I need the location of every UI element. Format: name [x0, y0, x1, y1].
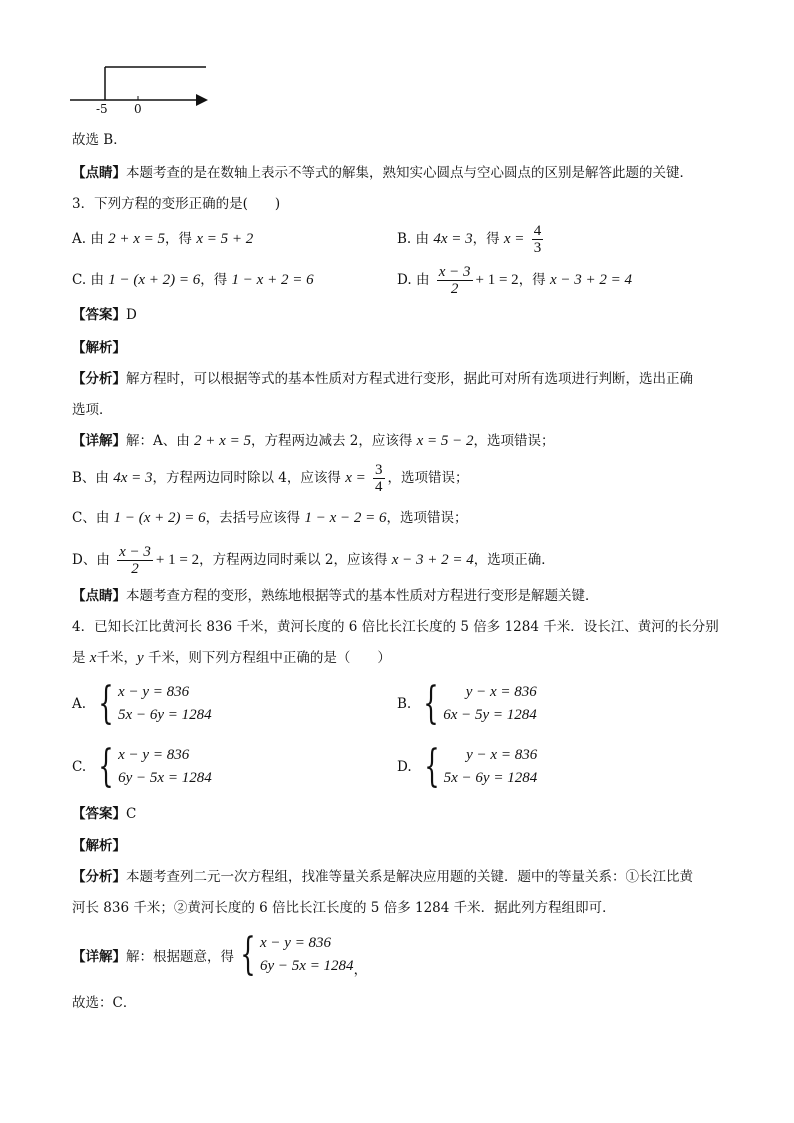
detail-text: C、由 — [72, 510, 110, 526]
equation: x = 5 − 2 — [416, 433, 474, 449]
detail-3-a — [72, 431, 555, 451]
detail-text: ，选项错误； — [387, 470, 469, 486]
line-choose-b: 故选 B． — [72, 132, 127, 148]
equation: y − x = 836 — [465, 684, 537, 700]
numerator: x − 3 — [438, 264, 471, 280]
q3-option-d — [397, 258, 632, 302]
option-text: ，得 — [200, 272, 228, 288]
answer-value: C — [126, 806, 137, 822]
number-line-svg — [68, 58, 218, 120]
fraction — [532, 223, 544, 256]
analysis-3-line2: 选项． — [72, 402, 113, 418]
question-text: 是 — [72, 650, 86, 666]
equation: 2 + x = 5 — [108, 231, 166, 247]
analysis-4-line1 — [72, 867, 693, 887]
label-zero: 0 — [134, 102, 142, 116]
final-choice: 故选：C． — [72, 995, 137, 1011]
equation: x = — [503, 231, 525, 247]
denominator: 3 — [533, 240, 542, 256]
detail-text: D、由 — [72, 552, 110, 568]
detail-text: ，方程两边同时除以 4，应该得 — [152, 470, 341, 486]
equation: x − 3 + 2 = 4 — [549, 272, 633, 288]
question-4-line2 — [72, 648, 391, 668]
equation-system — [443, 681, 537, 727]
option-text: 由 — [90, 272, 104, 288]
detail-3-c — [72, 508, 467, 528]
option-label: B. — [397, 231, 412, 247]
denominator: 4 — [375, 479, 383, 495]
equation: 6x − 5y = 1284 — [443, 707, 537, 723]
review-q3 — [72, 586, 599, 606]
question-4-line1: 4．已知长江比黄河长 836 千米，黄河长度的 6 倍比长江长度的 5 倍多 1284 千米．设长江、黄河的长分别 — [72, 619, 719, 635]
q3-option-b — [397, 217, 546, 261]
answer-3 — [72, 305, 137, 325]
variable: x — [89, 650, 97, 666]
equation: 4x = 3 — [433, 231, 473, 247]
q3-option-a — [72, 229, 253, 249]
review-text: 本题考查方程的变形，熟练地根据等式的基本性质对方程进行变形是解题关键． — [126, 588, 599, 604]
brace-icon: { — [98, 741, 114, 792]
tag-jiexi-3: 【解析】 — [72, 340, 126, 356]
option-text: 由 — [90, 231, 104, 247]
equation: x − 3 + 2 = 4 — [391, 552, 474, 568]
option-text: ，得 — [518, 272, 546, 288]
equation: y − x = 836 — [466, 747, 538, 763]
equation-system — [444, 744, 538, 790]
equation: 1 − x − 2 = 6 — [304, 510, 387, 526]
review-text: 本题考查的是在数轴上表示不等式的解集，熟知实心圆点与空心圆点的区别是解答此题的关键． — [126, 165, 693, 181]
detail-text: ，方程两边同时乘以 2，应该得 — [199, 552, 388, 568]
option-label: D. — [397, 759, 412, 775]
equation: x − y = 836 — [118, 684, 190, 700]
denominator: 2 — [450, 281, 459, 297]
variable: y — [136, 650, 144, 666]
option-text: ，得 — [165, 231, 193, 247]
fraction — [117, 544, 153, 577]
brace-icon: { — [423, 678, 439, 729]
equation: 5x − 6y = 1284 — [118, 707, 212, 723]
analysis-3-line1 — [72, 369, 693, 389]
equation: 1 − (x + 2) = 6 — [108, 272, 201, 288]
fraction — [437, 264, 473, 297]
tag-dianjing: 【点睛】 — [72, 588, 126, 604]
option-label: A. — [72, 696, 87, 712]
equation: 1 − (x + 2) = 6 — [113, 510, 206, 526]
tag-fenxi: 【分析】 — [72, 869, 126, 885]
option-label: C. — [72, 759, 87, 775]
answer-4 — [72, 804, 136, 824]
option-label: D. — [397, 272, 412, 288]
detail-text: 解：A、由 — [126, 433, 190, 449]
tag-xiangjie: 【详解】 — [72, 949, 126, 965]
option-label: B. — [397, 696, 412, 712]
detail-3-d — [72, 538, 555, 582]
detail-text: B、由 — [72, 470, 109, 486]
equation: 2 + x = 5 — [194, 433, 251, 449]
analysis-4-line2: 河长 836 千米；②黄河长度的 6 倍比长江长度的 5 倍多 1284 千米．据此列方程组即可． — [72, 900, 616, 916]
tag-answer: 【答案】 — [72, 307, 126, 323]
option-label: A. — [72, 231, 87, 247]
tag-xiangjie: 【详解】 — [72, 433, 126, 449]
equation: 6y − 5x = 1284 — [118, 770, 212, 786]
answer-value: D — [126, 307, 137, 323]
q3-option-c — [72, 270, 314, 290]
question-text: 千米，则下列方程组中正确的是（ ） — [147, 650, 391, 666]
detail-text: 解：根据题意，得 — [126, 949, 234, 965]
arrow-icon — [196, 94, 208, 106]
analysis-text: 本题考查列二元一次方程组，找准等量关系是解决应用题的关键．题中的等量关系：①长江比黄 — [126, 869, 693, 885]
label-minus-five: -5 — [96, 102, 108, 116]
equation: x − y = 836 — [260, 935, 332, 951]
equation: x = 5 + 2 — [196, 231, 254, 247]
number-line-figure — [68, 58, 218, 120]
equation: x − y = 836 — [118, 747, 190, 763]
detail-text: ，选项错误； — [386, 510, 468, 526]
equation: 5x − 6y = 1284 — [443, 770, 538, 786]
detail-text: ，选项错误； — [473, 433, 555, 449]
equation: 6y − 5x = 1284 — [260, 958, 354, 974]
option-text: 由 — [415, 272, 430, 288]
equation: + 1 = 2 — [475, 272, 519, 288]
tag-answer: 【答案】 — [72, 806, 126, 822]
fraction — [373, 462, 385, 495]
q4-option-d — [397, 741, 538, 792]
q4-option-c — [72, 741, 212, 792]
detail-text: ，选项正确． — [473, 552, 555, 568]
equation: 1 − x + 2 = 6 — [231, 272, 314, 288]
tag-fenxi: 【分析】 — [72, 371, 126, 387]
equation-system — [260, 932, 354, 978]
analysis-text: 解方程时，可以根据等式的基本性质对方程式进行变形，据此可对所有选项进行判断，选出正确 — [126, 371, 693, 387]
detail-3-b — [72, 456, 469, 500]
question-3: 3．下列方程的变形正确的是( ) — [72, 196, 281, 212]
numerator: 3 — [375, 462, 383, 478]
brace-icon: { — [98, 678, 114, 729]
option-text: 由 — [415, 231, 430, 247]
tag-jiexi-4: 【解析】 — [72, 838, 126, 854]
numerator: 4 — [533, 223, 542, 239]
detail-text: ， — [353, 962, 368, 978]
denominator: 2 — [131, 561, 139, 577]
detail-4 — [72, 929, 368, 980]
numerator: x − 3 — [119, 544, 151, 560]
option-text: ，得 — [472, 231, 500, 247]
question-text: 千米， — [96, 650, 137, 666]
detail-text: ，方程两边减去 2，应该得 — [250, 433, 413, 449]
review-q2 — [72, 163, 693, 183]
tag-dianjing: 【点睛】 — [72, 165, 126, 181]
option-label: C. — [72, 272, 87, 288]
detail-text: ，去括号应该得 — [205, 510, 301, 526]
brace-icon: { — [423, 741, 440, 792]
q4-option-a — [72, 678, 212, 729]
brace-icon: { — [240, 929, 256, 980]
equation-system — [118, 744, 212, 790]
equation-system — [118, 681, 212, 727]
equation: x = — [345, 470, 366, 486]
equation: 4x = 3 — [113, 470, 153, 486]
q4-option-b — [397, 678, 537, 729]
equation: + 1 = 2 — [155, 552, 200, 568]
